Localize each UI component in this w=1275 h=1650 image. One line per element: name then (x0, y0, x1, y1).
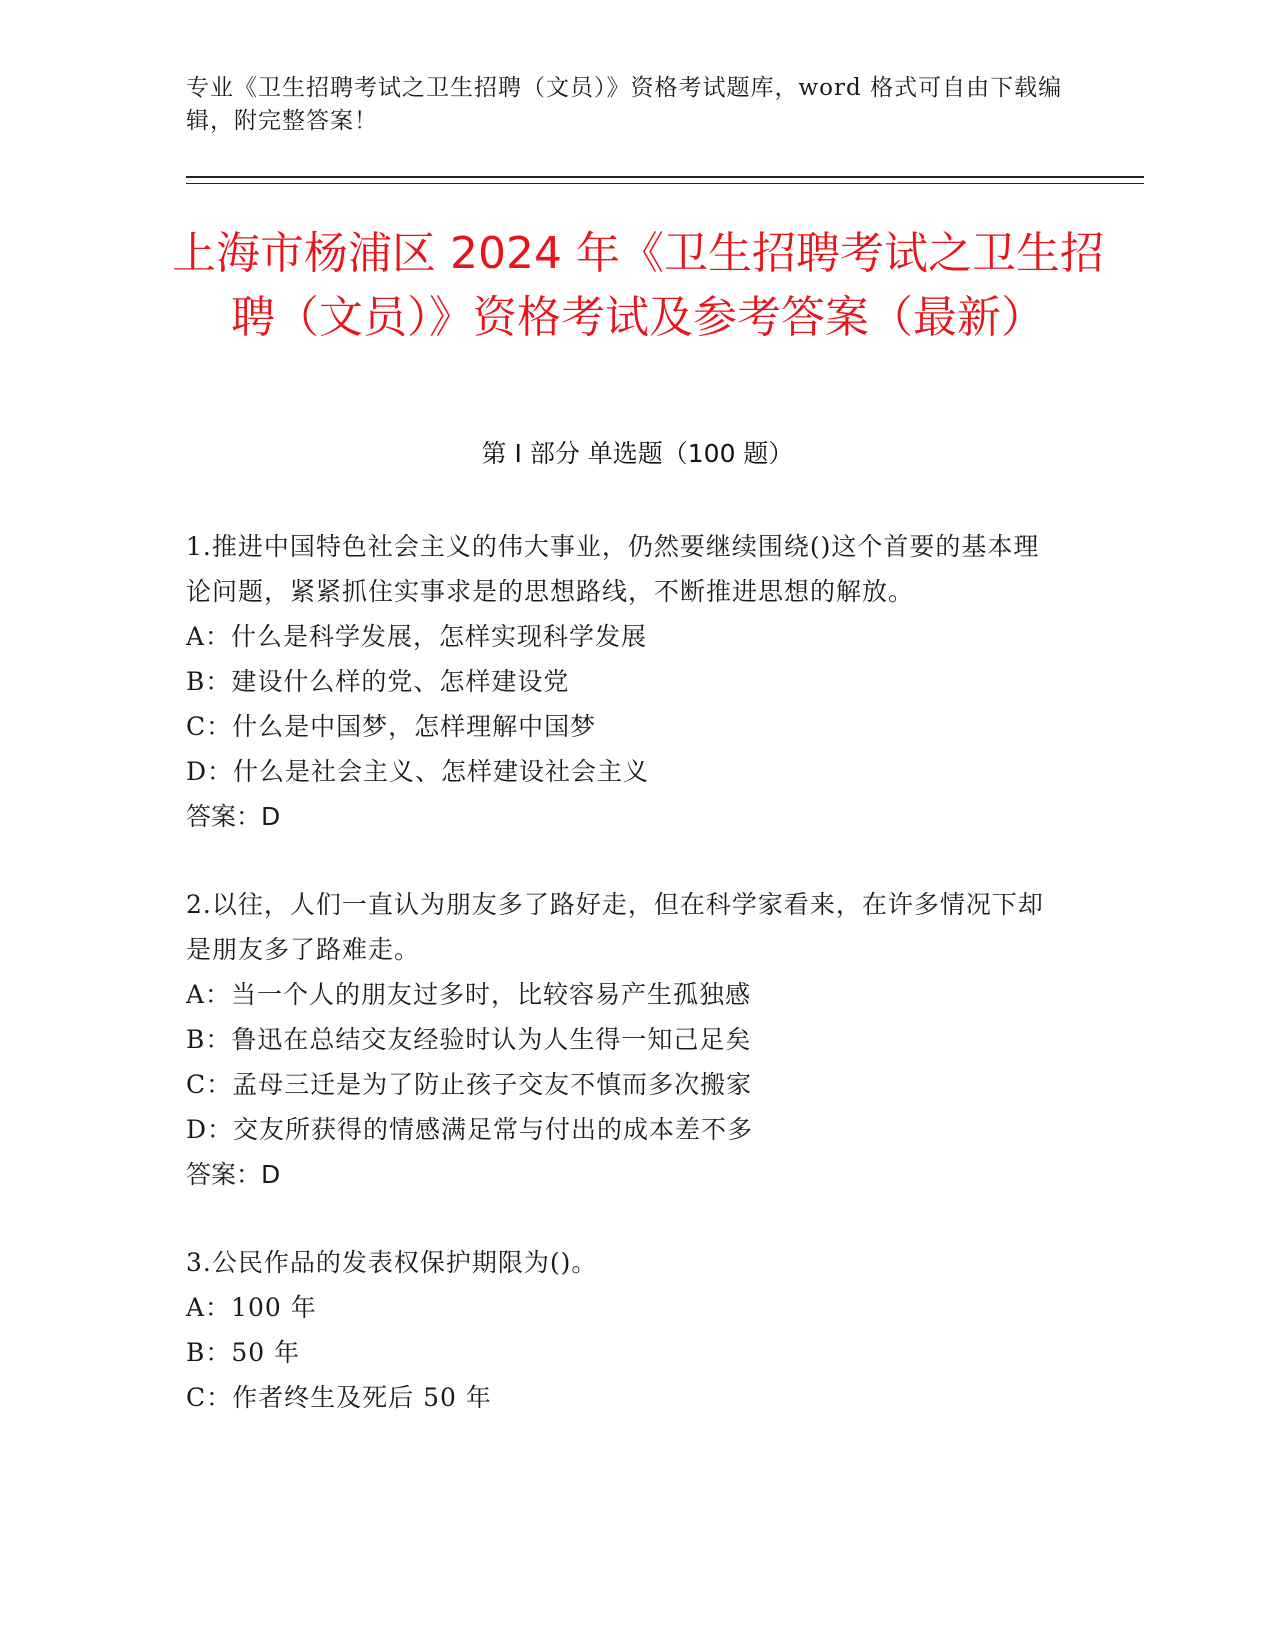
option-d: D：什么是社会主义、怎样建设社会主义 (186, 757, 650, 786)
question-item (186, 882, 1056, 1197)
question-stem: 1.推进中国特色社会主义的伟大事业，仍然要继续围绕()这个首要的基本理论问题，紧紧抓住实事求是的思想路线，不断推进思想的解放。 (186, 532, 1040, 606)
question-item (186, 1240, 1056, 1420)
question-item (186, 524, 1056, 839)
question-stem: 3.公民作品的发表权保护期限为()。 (186, 1248, 598, 1277)
option-b: B：50 年 (186, 1338, 301, 1367)
option-a: A：当一个人的朋友过多时，比较容易产生孤独感 (186, 980, 752, 1009)
question-list (186, 524, 1056, 1463)
option-d: D：交友所获得的情感满足常与付出的成本差不多 (186, 1115, 754, 1144)
header-divider-thin (186, 183, 1144, 184)
option-a: A：100 年 (186, 1293, 317, 1322)
header-divider-thick (186, 176, 1144, 178)
option-c: C：孟母三迁是为了防止孩子交友不慎而多次搬家 (186, 1070, 753, 1099)
option-b: B：建设什么样的党、怎样建设党 (186, 667, 570, 696)
option-c: C：什么是中国梦，怎样理解中国梦 (186, 712, 597, 741)
section-heading: 第 I 部分 单选题（100 题） (481, 439, 794, 468)
option-a: A：什么是科学发展，怎样实现科学发展 (186, 622, 648, 651)
answer-line: 答案：D (186, 1160, 281, 1189)
option-c: C：作者终生及死后 50 年 (186, 1383, 492, 1412)
question-stem: 2.以往，人们一直认为朋友多了路好走，但在科学家看来，在许多情况下却是朋友多了路难走。 (186, 890, 1044, 964)
header-note: 专业《卫生招聘考试之卫生招聘（文员）》资格考试题库，word 格式可自由下载编辑，附完整答案！ (186, 75, 1063, 134)
option-b: B：鲁迅在总结交友经验时认为人生得一知己足矣 (186, 1025, 752, 1054)
answer-line: 答案：D (186, 802, 281, 831)
document-title: 上海市杨浦区 2024 年《卫生招聘考试之卫生招聘（文员）》资格考试及参考答案（最新） (172, 228, 1104, 343)
